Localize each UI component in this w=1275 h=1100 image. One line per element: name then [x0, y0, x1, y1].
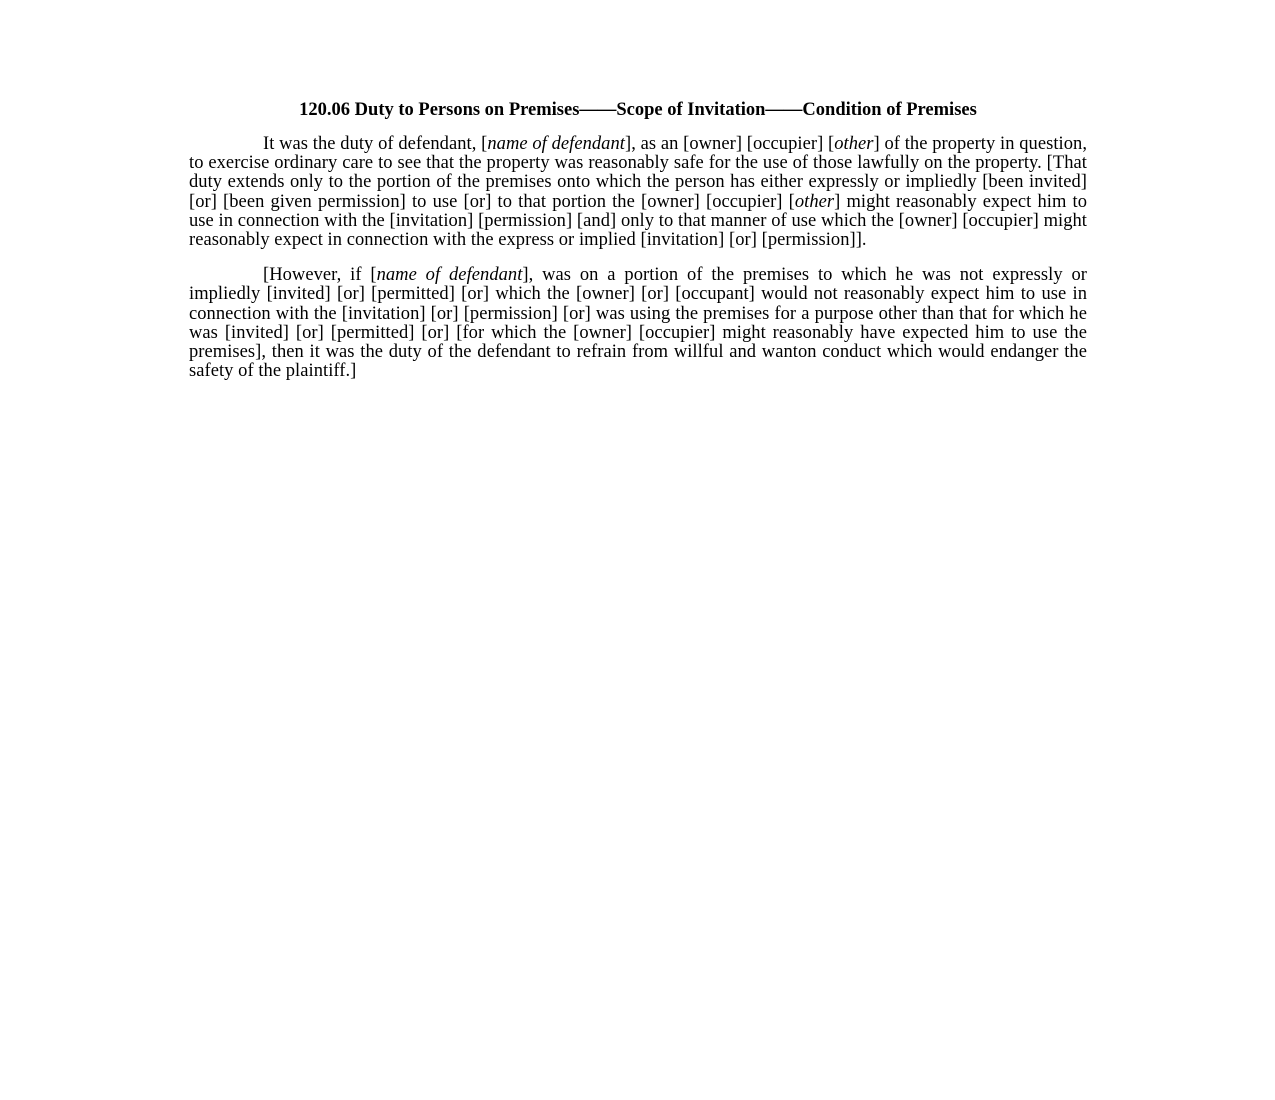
- paragraph-duty: [189, 135, 1087, 250]
- paragraph-text: [However, if [: [263, 265, 377, 286]
- paragraph-text: ] might reasonably expect him to use in connection with the [invitation] [permission] [and] only to that manner of use which the [owner] [occupier] might reasonably expect in connection with the express or implied [invitation] [or] [permission]].: [189, 191, 1087, 251]
- italic-placeholder: name of defendant: [376, 265, 523, 286]
- paragraph-however: [189, 266, 1087, 381]
- italic-placeholder: other: [794, 191, 835, 212]
- document-page: [189, 99, 1087, 397]
- paragraph-text: ], as an [owner] [occupier] [: [624, 134, 835, 154]
- paragraph-text: ] of the property in question, to exercise ordinary care to see that the property was reasonably safe for the use of those lawfully on the property. [That duty extends only to the portion of the premises onto which the person has either expressly or impliedly [been invited] [or] [been given permission] to use [or] to that portion the [owner] [occupier] [: [189, 134, 1088, 212]
- document-title: 120.06 Duty to Persons on Premises——Scope of Invitation——Condition of Premises: [299, 100, 977, 120]
- paragraph-text: It was the duty of defendant, [: [263, 134, 488, 154]
- italic-placeholder: other: [834, 134, 874, 154]
- italic-placeholder: name of defendant: [487, 134, 625, 154]
- paragraph-text: ], was on a portion of the premises to which he was not expressly or impliedly [invited] [or] [permitted] [or] which the [owner] [or] [occupant] would not reasonably expect him to use in connection with the [invitation] [or] [permission] [or] was using the premises for a purpose other than that for which he was [invited] [or] [permitted] [or] [for which the [owner] [occupier] might reasonably have expected him to use the premises], then it was the duty of the defendant to refrain from willful and wanton conduct which would endanger the safety of the plaintiff.]: [189, 265, 1087, 382]
